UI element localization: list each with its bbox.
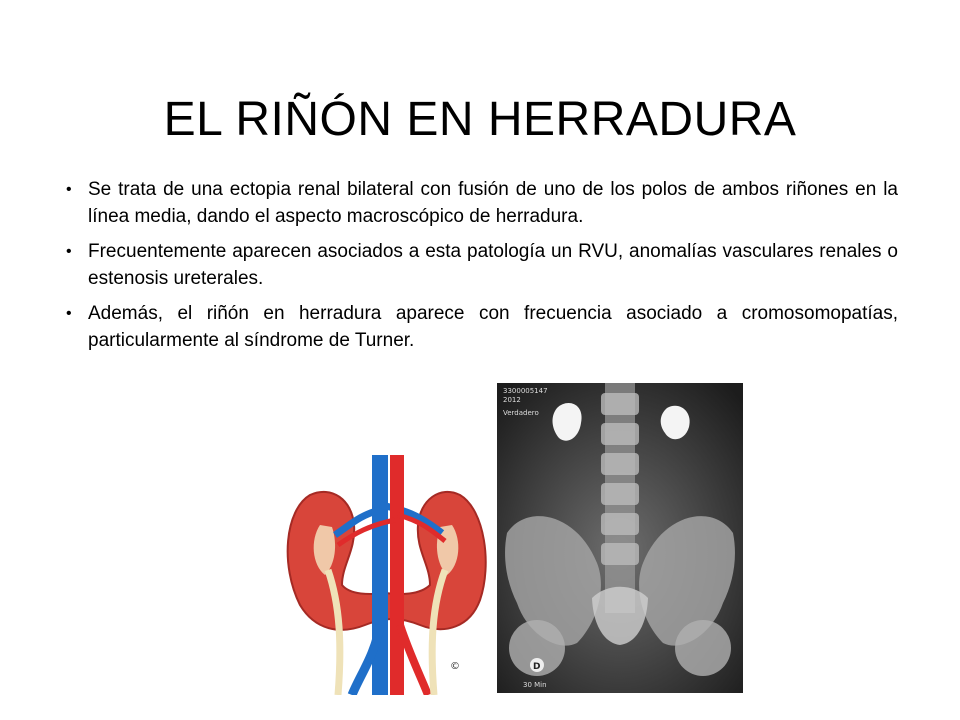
xray-label-year: 2012 (503, 396, 521, 404)
bullet-list (66, 176, 898, 362)
xray-label-status: Verdadero (503, 409, 539, 417)
xray-marker: D (533, 662, 541, 672)
vena-cava (372, 455, 388, 695)
slide-title: EL RIÑÓN EN HERRADURA (163, 93, 797, 147)
bullet-item (66, 238, 898, 292)
bullet-item (66, 176, 898, 230)
copyright-symbol: © (450, 661, 460, 672)
aorta (390, 455, 404, 695)
bullet-text: Frecuentemente aparecen asociados a esta patología un RVU, anomalías vasculares renales o estenosis ureterales. (88, 241, 898, 289)
bullet-text: Además, el riñón en herradura aparece con frecuencia asociado a cromosomopatías, particularmente al síndrome de Turner. (88, 303, 898, 351)
bullet-icon: • (66, 243, 72, 260)
bullet-item (66, 300, 898, 354)
bullet-icon: • (66, 305, 72, 322)
horseshoe-kidney-illustration (280, 455, 495, 695)
xray-time-label: 30 Min (523, 681, 547, 689)
xray-image (497, 383, 743, 693)
bullet-text: Se trata de una ectopia renal bilateral con fusión de uno de los polos de ambos riñones en la línea media, dando el aspecto macroscópico de herradura. (88, 179, 898, 227)
bullet-icon: • (66, 181, 72, 198)
xray-label-id: 3300005147 (503, 387, 548, 395)
